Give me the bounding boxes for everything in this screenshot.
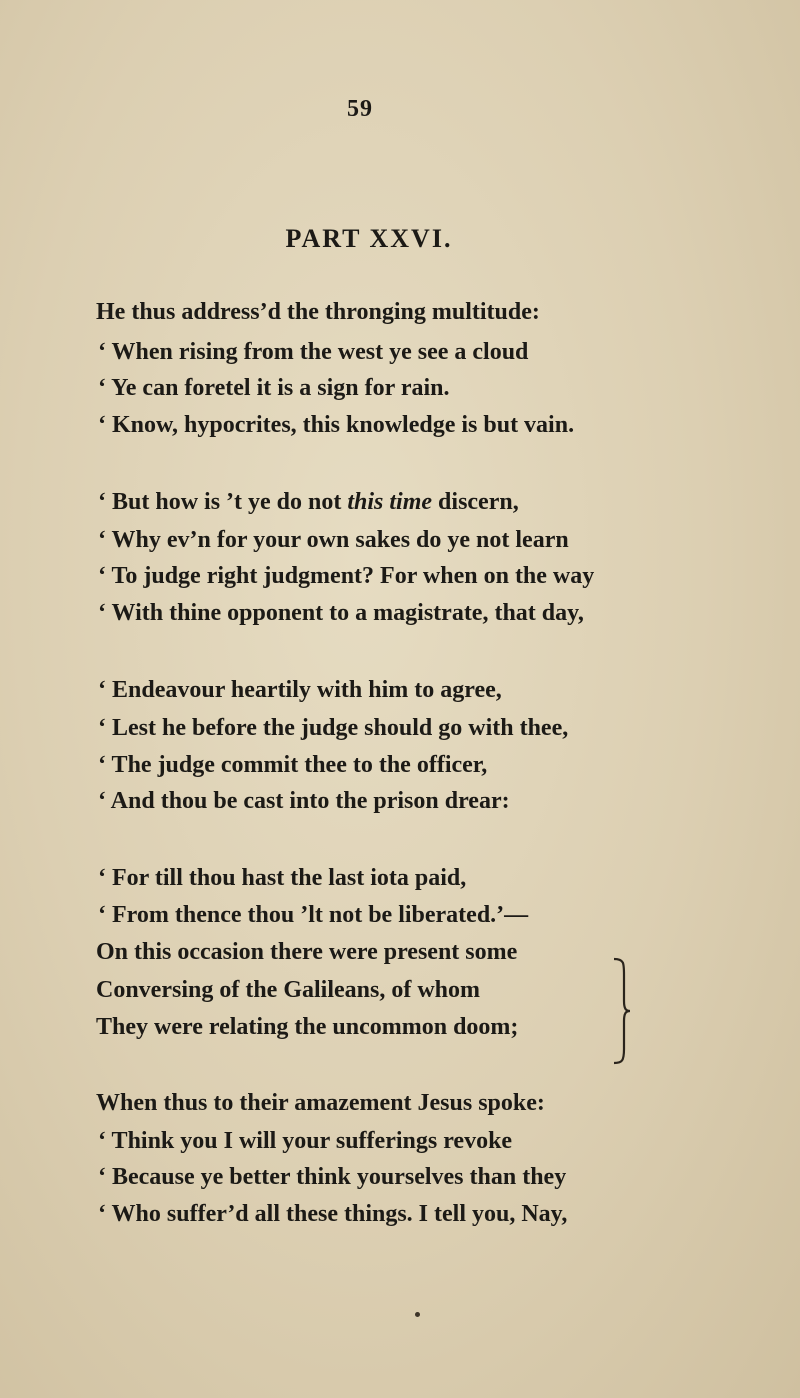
verse-line: ‘ Think you I will your sufferings revoke [98, 1128, 513, 1154]
part-heading: PART XXVI. [285, 224, 453, 253]
verse-line: ‘ Lest he before the judge should go with thee, [98, 715, 569, 741]
verse-line: They were relating the uncommon doom; [96, 1014, 519, 1040]
verse-line: ‘ From thence thou ’lt not be liberated.’— [98, 902, 529, 928]
verse-line: ‘ When rising from the west ye see a cloud [98, 339, 529, 365]
verse-line: On this occasion there were present some [96, 939, 518, 965]
verse-line: ‘ With thine opponent to a magistrate, that day, [98, 600, 584, 626]
verse-line: When thus to their amazement Jesus spoke: [96, 1090, 545, 1116]
verse-line: ‘ The judge commit thee to the officer, [98, 752, 488, 778]
ink-blot [415, 1312, 420, 1317]
verse-line: ‘ Because ye better think yourselves than they [98, 1164, 567, 1190]
italic-phrase: this time [347, 489, 433, 515]
verse-line: ‘ But how is ’t ye do not this time discern, [98, 489, 519, 515]
verse-line: ‘ Who suffer’d all these things. I tell you, Nay, [98, 1201, 568, 1227]
verse-line: ‘ Know, hypocrites, this knowledge is but vain. [98, 412, 575, 438]
verse-line: ‘ Why ev’n for your own sakes do ye not learn [98, 527, 569, 553]
triplet-brace-icon [610, 957, 632, 1065]
verse-line: Conversing of the Galileans, of whom [96, 977, 480, 1003]
page-number: 59 [347, 96, 373, 122]
verse-line: ‘ And thou be cast into the prison drear: [98, 788, 510, 814]
verse-line: ‘ To judge right judgment? For when on the way [98, 563, 595, 589]
verse-line: ‘ For till thou hast the last iota paid, [98, 865, 467, 891]
verse-line: He thus address’d the thronging multitude: [96, 299, 540, 325]
verse-line: ‘ Endeavour heartily with him to agree, [98, 677, 502, 703]
verse-line: ‘ Ye can foretel it is a sign for rain. [98, 375, 450, 401]
